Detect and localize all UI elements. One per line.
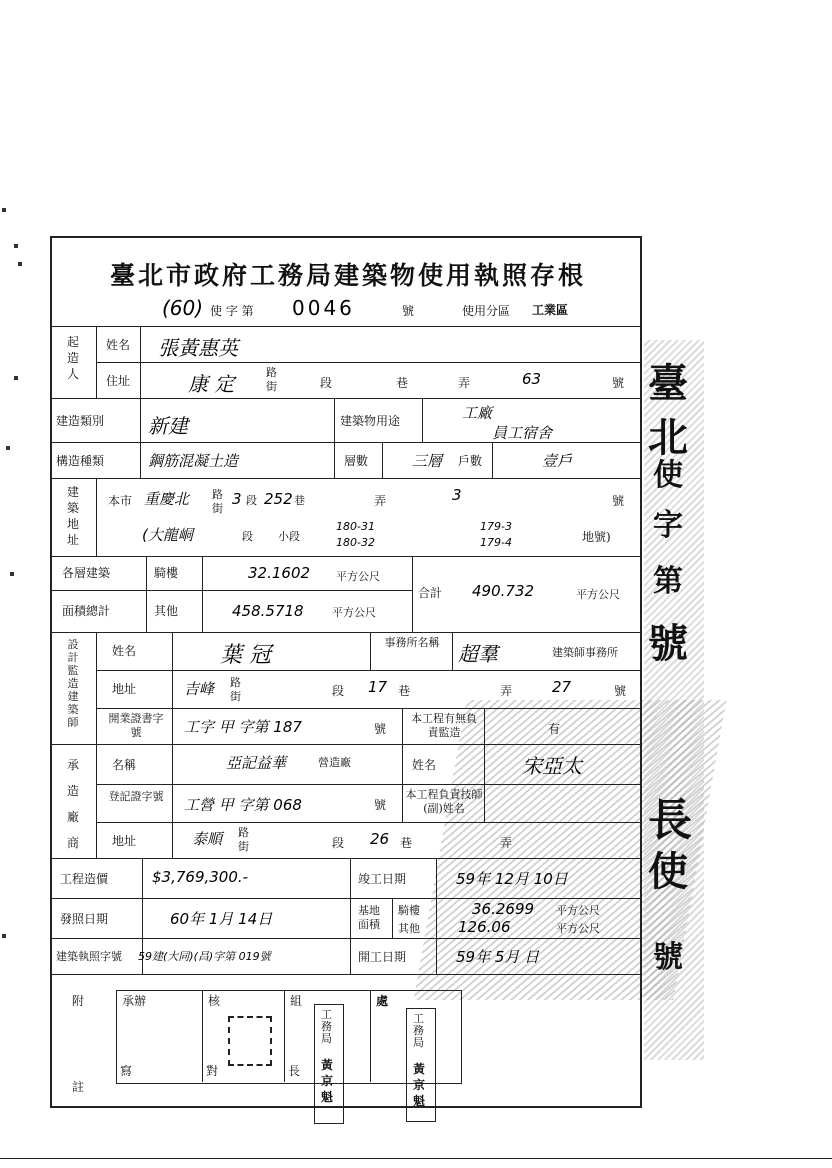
rule [412, 556, 413, 632]
land-other-label: 其他 [398, 922, 420, 935]
rule [202, 556, 203, 632]
contractor-addr-alley: 弄 [500, 836, 513, 850]
page-title: 臺北市政府工務局建築物使用執照存根 [109, 261, 586, 290]
builder-addr-no-unit: 號 [612, 376, 625, 390]
rule [52, 974, 640, 975]
site-lots-a: 180-31 [336, 520, 375, 533]
site-sec: 3 [232, 490, 242, 508]
site-sec-unit: 段 [246, 494, 257, 507]
scan-speck [14, 376, 18, 380]
cell-review-top: 核 [208, 994, 221, 1008]
rule [52, 858, 640, 859]
scan-speck [14, 244, 18, 248]
site-label: 建築地址 [66, 485, 79, 547]
area-unit-3: 平方公尺 [576, 588, 620, 601]
builder-name-label: 姓名 [106, 338, 131, 352]
builder-addr-no: 63 [522, 370, 542, 388]
designer-addr-label: 地址 [112, 682, 137, 696]
edge-char: 北 [648, 414, 688, 461]
designer-supervise-label: 本工程有無負責監造 [411, 712, 477, 739]
land-unit-1: 平方公尺 [556, 904, 600, 917]
rule [96, 784, 640, 785]
designer-addr-road-unit: 路街 [230, 676, 241, 703]
cell-handler-top: 承辦 [122, 994, 147, 1008]
start-date-label: 開工日期 [358, 950, 407, 964]
rule [484, 744, 485, 784]
site-alley-unit: 弄 [374, 494, 387, 508]
seal-b-name: 黃京魁 [413, 1062, 426, 1108]
building-use-detail: 員工宿舍 [492, 424, 553, 442]
designer-addr-alley: 弄 [500, 684, 513, 698]
rule [52, 556, 640, 557]
issue-date-label: 發照日期 [60, 912, 109, 926]
scan-speck [10, 572, 14, 576]
permit-form [50, 236, 642, 1108]
builder-name-value: 張黃惠英 [158, 336, 238, 360]
rule [422, 398, 423, 442]
contractor-reg-suffix: 號 [374, 798, 387, 812]
designer-office-label: 事務所名稱 [384, 636, 440, 649]
site-lane-unit: 巷 [294, 494, 305, 507]
seal-b [406, 1008, 436, 1122]
remarks-label-top: 附 [72, 994, 85, 1008]
builder-addr-road-unit: 路街 [266, 366, 277, 393]
rule [334, 398, 335, 478]
zone-label: 使用分區 [462, 304, 511, 318]
designer-addr-no-unit: 號 [614, 684, 627, 698]
site-land-sub: 小段 [278, 530, 300, 543]
contractor-addr-sec: 段 [332, 836, 345, 850]
cell-chief-bottom: 長 [288, 1064, 301, 1078]
builder-addr-sec: 段 [320, 376, 333, 390]
zone-value: 工業區 [532, 303, 569, 317]
floors-label: 層數 [344, 454, 369, 468]
area-other-value: 458.5718 [232, 602, 304, 620]
rule [96, 478, 97, 556]
rule [52, 590, 412, 591]
scan-speck [2, 934, 6, 938]
land-unit-2: 平方公尺 [556, 922, 600, 935]
contractor-name-value: 亞記益華 [226, 754, 287, 772]
seal-a [314, 1004, 344, 1124]
edge-char: 號 [653, 940, 683, 975]
rule [52, 744, 640, 745]
designer-addr-road: 吉峰 [184, 680, 215, 698]
start-date-value: 59年 5月 日 [456, 948, 540, 966]
site-lots-d: 179-4 [480, 536, 512, 549]
scan-speck [18, 262, 22, 266]
contractor-addr-road: 泰順 [192, 830, 223, 848]
contractor-addr-road-unit: 路街 [238, 826, 249, 853]
rule [202, 990, 203, 1082]
rule [392, 898, 393, 938]
seal-b-head: 工務局 [413, 1012, 424, 1049]
contractor-person-label: 姓名 [412, 758, 437, 772]
site-prefix: 本市 [108, 494, 133, 508]
site-no: 3 [452, 486, 462, 504]
designer-license-suffix: 號 [374, 722, 387, 736]
rule [484, 784, 485, 822]
area-unit-2: 平方公尺 [332, 606, 376, 619]
cell-handler-bottom: 寫 [120, 1064, 133, 1078]
contractor-reg-value: 工營 甲 字第 068 [184, 796, 302, 814]
structure-label: 構造種類 [56, 454, 105, 468]
scan-speck [6, 446, 10, 450]
edge-char: 字 [653, 508, 683, 543]
rule [52, 632, 640, 633]
building-use-label: 建築物用途 [340, 414, 401, 428]
rule [96, 822, 640, 823]
builder-addr-alley: 弄 [458, 376, 471, 390]
finish-date-label: 竣工日期 [358, 872, 407, 886]
builder-address-label: 住址 [106, 374, 131, 388]
contractor-reg-label: 登記證字號 [108, 790, 164, 803]
area-label-b: 面積總計 [62, 604, 111, 618]
building-use-value: 工廠 [462, 404, 493, 422]
remarks-label-bottom: 註 [72, 1080, 85, 1094]
permit-number: 0046 [292, 296, 355, 320]
rule [402, 784, 403, 822]
site-lots-unit: 地號) [582, 530, 611, 544]
designer-license-value: 工字 甲 字第 187 [184, 718, 302, 736]
contractor-addr-lane-unit: 巷 [400, 836, 413, 850]
building-category-label: 建造類別 [56, 414, 105, 428]
area-total-value: 490.732 [472, 582, 535, 600]
cost-label: 工程造價 [60, 872, 109, 886]
rule [492, 442, 493, 478]
site-land-district: (大龍峒 [142, 526, 193, 544]
units-label: 戶數 [458, 454, 483, 468]
site-lane: 252 [264, 490, 293, 508]
designer-addr-lane: 17 [368, 678, 388, 696]
rule [402, 708, 403, 744]
area-arcade-label: 騎樓 [154, 566, 179, 580]
edge-char: 使 [648, 848, 688, 895]
edge-char: 臺 [648, 360, 688, 407]
rule [452, 632, 453, 670]
contractor-tech-label: 本工程負責技師(副)姓名 [405, 788, 483, 815]
edge-char: 長 [648, 795, 692, 846]
area-total-label: 合計 [418, 586, 443, 600]
units-value: 壹戶 [542, 452, 573, 470]
rule [140, 326, 141, 478]
land-arcade-label: 騎樓 [398, 904, 420, 917]
cost-value: $3,769,300.- [152, 868, 249, 886]
area-unit-1: 平方公尺 [336, 570, 380, 583]
cell-review-bottom: 對 [206, 1064, 219, 1078]
designer-name-value: 葉 冠 [220, 643, 271, 668]
area-arcade-value: 32.1602 [248, 564, 311, 582]
small-seal [228, 1016, 272, 1066]
edge-char: 號 [648, 620, 688, 667]
contractor-person-value: 宋亞太 [522, 754, 582, 778]
designer-office-value: 超羣 [458, 642, 498, 666]
page-bottom-rule [0, 1158, 832, 1159]
rule [96, 632, 97, 858]
rule [96, 362, 640, 363]
designer-office-suffix: 建築師事務所 [552, 646, 618, 659]
rule [96, 670, 640, 671]
contractor-name-label: 名稱 [112, 758, 137, 772]
designer-addr-no: 27 [552, 678, 572, 696]
site-road-unit: 路街 [212, 488, 223, 515]
rule [52, 898, 640, 899]
contractor-name-suffix: 營造廠 [318, 756, 351, 769]
rule [370, 990, 371, 1082]
land-arcade-value: 36.2699 [472, 900, 535, 918]
site-lots-c: 179-3 [480, 520, 512, 533]
seal-a-head: 工務局 [321, 1008, 332, 1045]
contractor-addr-label: 地址 [112, 834, 137, 848]
rule [172, 632, 173, 858]
permit-suffix: 號 [402, 304, 415, 318]
designer-license-label: 開業證書字號 [108, 712, 164, 739]
rule [146, 556, 147, 632]
scan-speck [2, 208, 6, 212]
edge-char: 使 [653, 458, 683, 493]
floors-value: 三層 [412, 452, 443, 470]
area-other-label: 其他 [154, 604, 179, 618]
rule [436, 898, 437, 938]
area-label-a: 各層建築 [62, 566, 111, 580]
permit-prefix: 使 字 第 [210, 304, 254, 318]
rule [96, 326, 97, 398]
building-category-value: 新建 [148, 414, 188, 438]
builder-addr-road: 康 定 [188, 372, 235, 396]
contractor-group-label: 承造廠商 [66, 758, 79, 850]
site-road: 重慶北 [144, 490, 190, 508]
contractor-addr-lane: 26 [370, 830, 390, 848]
site-lots-b: 180-32 [336, 536, 375, 549]
designer-name-label: 姓名 [112, 644, 137, 658]
designer-group-label: 設計監造建築師 [67, 638, 79, 729]
rule [52, 938, 640, 939]
structure-value: 鋼筋混凝土造 [148, 452, 239, 470]
permit-no-label: 建築執照字號 [56, 950, 122, 963]
rule [350, 858, 351, 974]
site-land-sec: 段 [242, 530, 253, 543]
designer-addr-lane-unit: 巷 [398, 684, 411, 698]
finish-date-value: 59年 12月 10日 [456, 870, 568, 888]
rule [402, 744, 403, 784]
designer-addr-sec: 段 [332, 684, 345, 698]
seal-a-name: 黃京魁 [321, 1058, 334, 1104]
site-no-unit: 號 [612, 494, 625, 508]
builder-addr-lane: 巷 [396, 376, 409, 390]
rule [382, 442, 383, 478]
rule [370, 632, 371, 670]
builder-group-label: 起造人 [66, 335, 79, 381]
rule [284, 990, 285, 1082]
issue-date-value: 60年 1月 14日 [170, 910, 273, 928]
land-other-value: 126.06 [458, 918, 511, 936]
permit-no-value: 59建(大同)(昌)字第 019號 [138, 950, 271, 963]
rule [96, 708, 640, 709]
cell-chief-top: 組 [290, 994, 303, 1008]
cell-office-top: 處 [376, 994, 389, 1008]
rule [52, 478, 640, 479]
land-area-label: 基地面積 [358, 904, 380, 931]
designer-supervise-value: 有 [548, 722, 561, 736]
permit-year: (60) [162, 296, 204, 320]
rule [484, 708, 485, 744]
edge-char: 第 [653, 564, 683, 599]
